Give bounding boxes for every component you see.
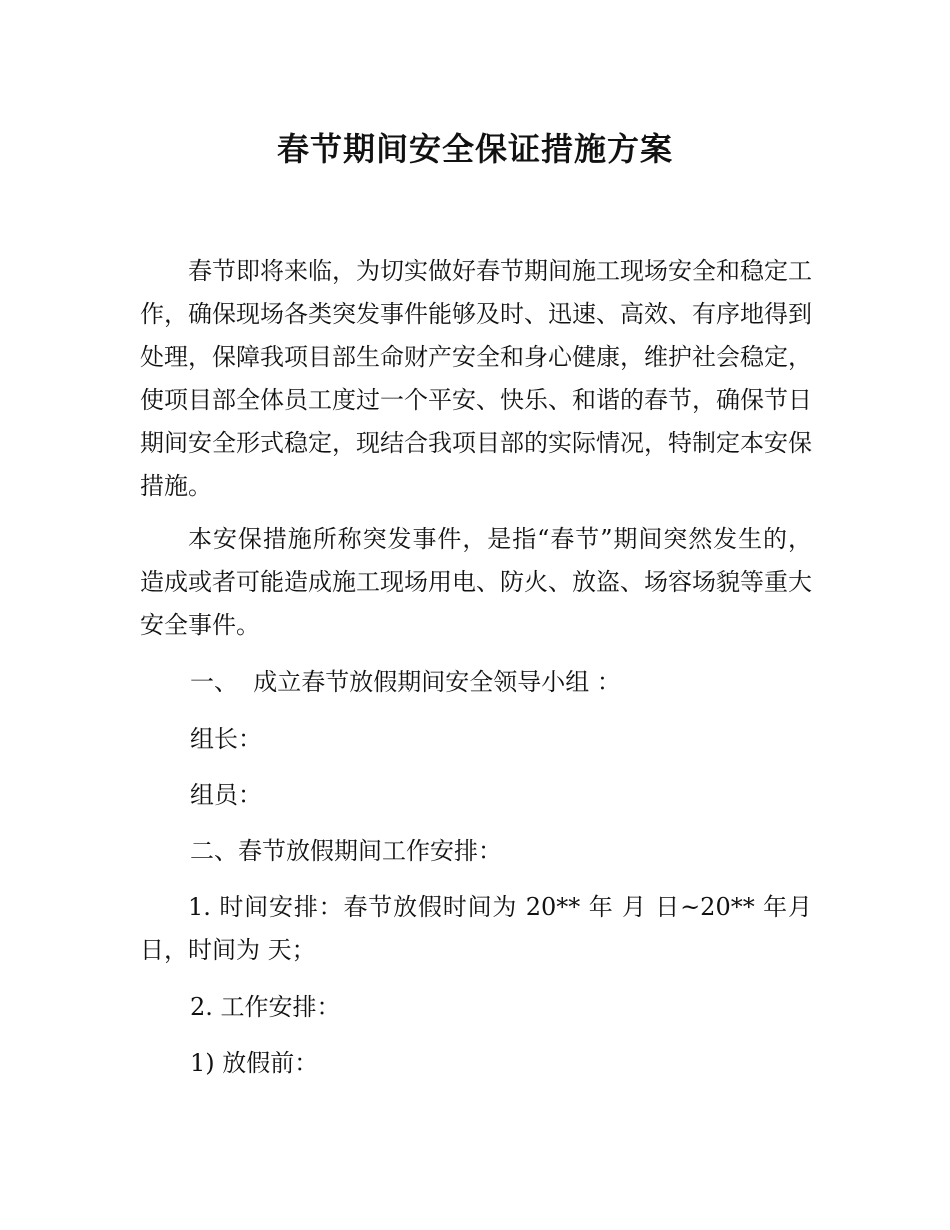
document-title: 春节期间安全保证措施方案 bbox=[276, 130, 673, 168]
member-label: 组员： bbox=[190, 781, 262, 809]
section-2-heading: 二、春节放假期间工作安排： bbox=[190, 837, 502, 865]
time-arrangement-item: 1. 时间安排：春节放假时间为 20** 年 月 日~20** 年月 日，时间为 天； bbox=[140, 893, 812, 964]
before-holiday-item: 1) 放假前： bbox=[190, 1049, 319, 1077]
intro-paragraph: 春节即将来临，为切实做好春节期间施工现场安全和稳定工作，确保现场各类突发事件能够及时、迅速、高效、有序地得到处理，保障我项目部生命财产安全和身心健康，维护社会稳定，使项目部全体员工度过一个平安、快乐、和谐的春节，确保节日期间安全形式稳定，现结合我项目部的实际情况，特制定本安保措施。 bbox=[140, 257, 812, 500]
work-arrangement-item: 2. 工作安排： bbox=[190, 993, 341, 1021]
definition-paragraph: 本安保措施所称突发事件，是指“春节”期间突然发生的，造成或者可能造成施工现场用电、防火、放盗、场容场貌等重大安全事件。 bbox=[140, 525, 812, 639]
leader-label: 组长： bbox=[190, 725, 262, 753]
section-1-heading: 一、 成立春节放假期间安全领导小组 ： bbox=[190, 668, 621, 696]
